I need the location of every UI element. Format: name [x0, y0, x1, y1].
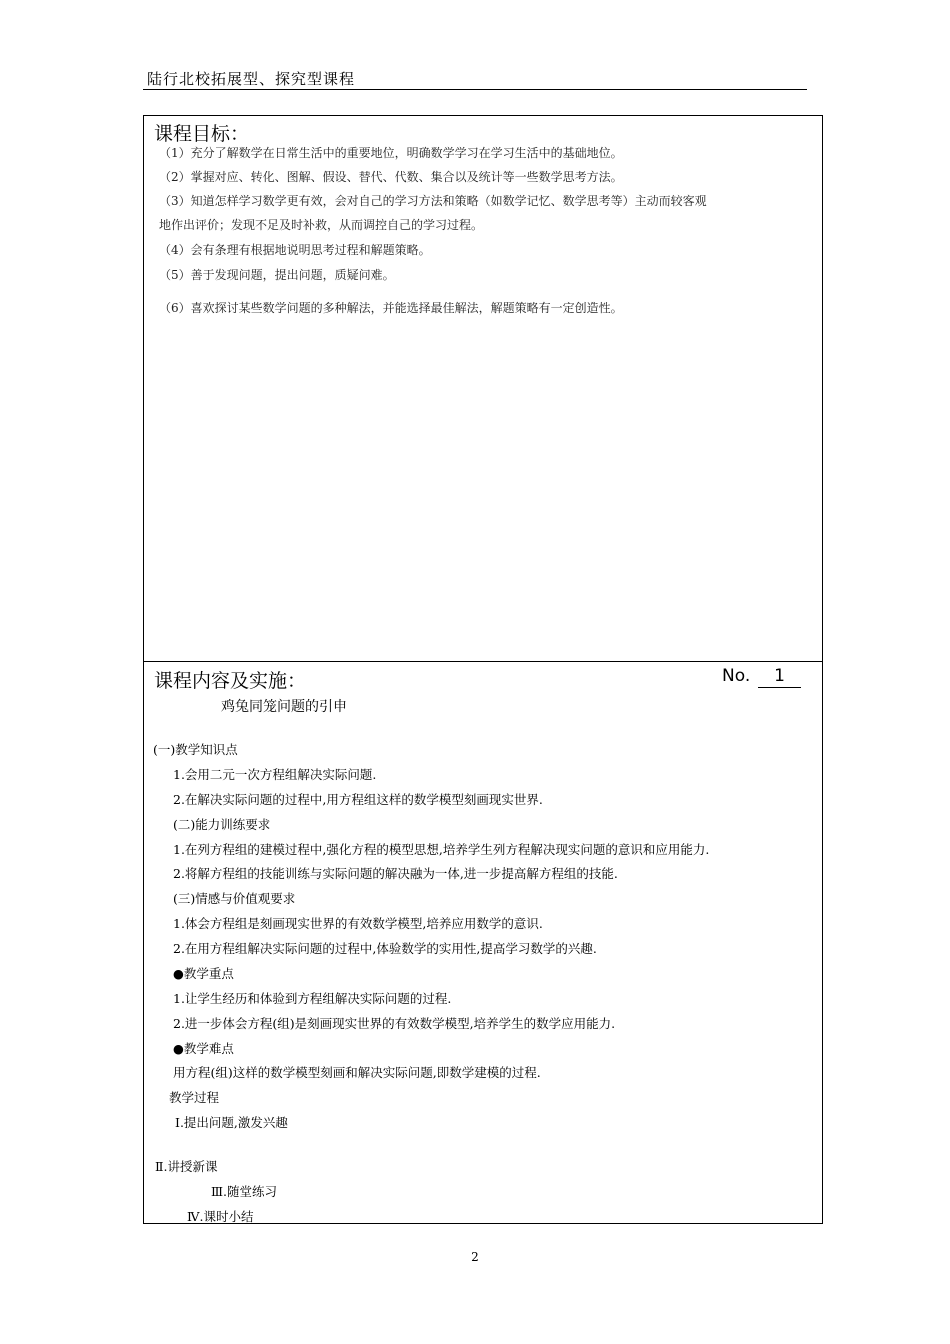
lesson-subtitle: 鸡兔同笼问题的引申: [221, 699, 347, 715]
objectives-section: [143, 115, 823, 662]
objective-line: （2）掌握对应、转化、图解、假设、替代、代数、集合以及统计等一些数学思考方法。: [159, 170, 623, 184]
content-section: [143, 661, 823, 1224]
lesson-number-label: No.: [722, 666, 751, 686]
objective-line: （4）会有条理有根据地说明思考过程和解题策略。: [159, 243, 431, 257]
objectives-title: 课程目标：: [154, 123, 250, 145]
page-number: 2: [471, 1250, 479, 1264]
content-line: 教学过程: [169, 1090, 220, 1105]
header-title: 陆行北校拓展型、探究型课程: [147, 70, 356, 88]
objective-line: （3）知道怎样学习数学更有效，会对自己的学习方法和策略（如数学记忆、数学思考等）主动而较客观: [159, 194, 707, 208]
content-line: 1.体会方程组是刻画现实世界的有效数学模型,培养应用数学的意识.: [173, 916, 543, 931]
objective-line: （5）善于发现问题，提出问题，质疑问难。: [159, 268, 395, 282]
content-line: Ⅰ.提出问题,激发兴趣: [175, 1115, 288, 1130]
content-line: 2.将解方程组的技能训练与实际问题的解决融为一体,进一步提高解方程组的技能.: [173, 866, 618, 881]
content-title: 课程内容及实施：: [154, 670, 307, 692]
header-rule: [143, 89, 807, 90]
content-line: 2.在用方程组解决实际问题的过程中,体验数学的实用性,提高学习数学的兴趣.: [173, 941, 597, 956]
content-line: Ⅳ.课时小结: [187, 1209, 254, 1224]
content-line: ●教学重点: [173, 966, 234, 981]
content-line: 用方程(组)这样的数学模型刻画和解决实际问题,即数学建模的过程.: [173, 1065, 541, 1080]
objective-line: 地作出评价；发现不足及时补救，从而调控自己的学习过程。: [159, 218, 484, 232]
content-line: 1.会用二元一次方程组解决实际问题.: [173, 767, 377, 782]
content-line: 1.在列方程组的建模过程中,强化方程的模型思想,培养学生列方程解决现实问题的意识和应用能力.: [173, 842, 710, 857]
content-line: 2.进一步体会方程(组)是刻画现实世界的有效数学模型,培养学生的数学应用能力.: [173, 1016, 616, 1031]
objective-line: （6）喜欢探讨某些数学问题的多种解法，并能选择最佳解法，解题策略有一定创造性。: [159, 301, 623, 315]
content-line: 2.在解决实际问题的过程中,用方程组这样的数学模型刻画现实世界.: [173, 792, 543, 807]
content-line: Ⅱ.讲授新课: [155, 1159, 218, 1174]
content-line: 1.让学生经历和体验到方程组解决实际问题的过程.: [173, 991, 452, 1006]
content-line: Ⅲ.随堂练习: [211, 1184, 278, 1199]
content-line: (二)能力训练要求: [173, 817, 271, 832]
content-line: (三)情感与价值观要求: [173, 891, 296, 906]
objective-line: （1）充分了解数学在日常生活中的重要地位，明确数学学习在学习生活中的基础地位。: [159, 146, 623, 160]
content-line: ●教学难点: [173, 1041, 234, 1056]
content-line: (一)教学知识点: [153, 742, 238, 757]
lesson-number-value: 1: [758, 666, 801, 688]
